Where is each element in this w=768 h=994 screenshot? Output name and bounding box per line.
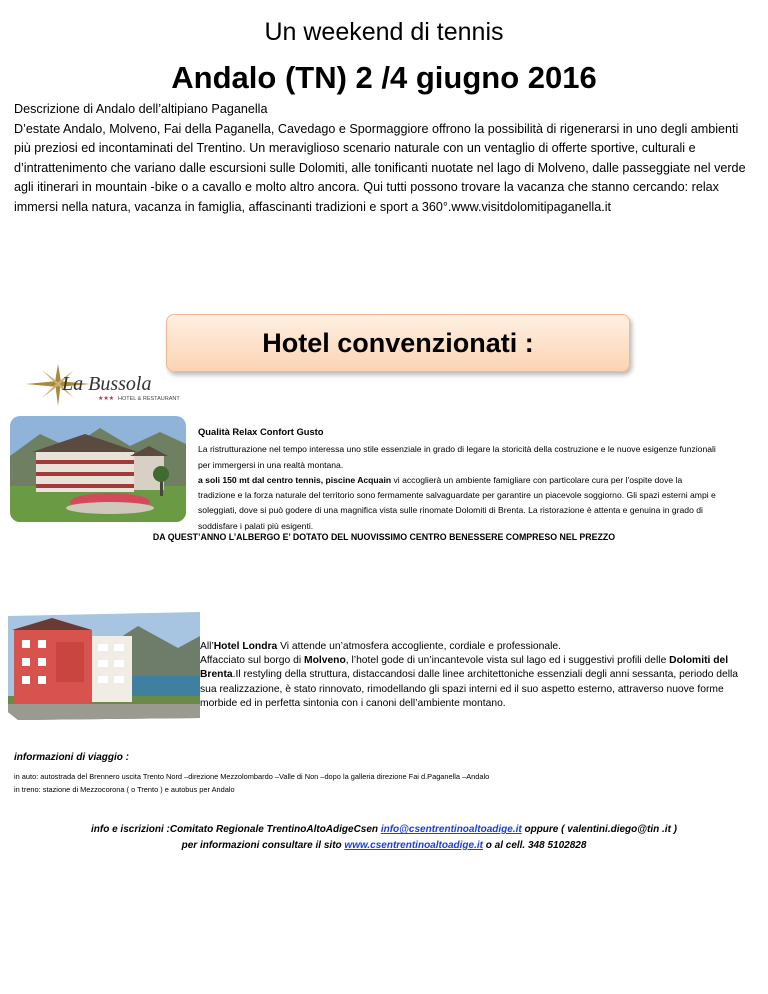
hotel-londra-place: Molveno — [304, 655, 346, 667]
travel-by-car: in auto: autostrada del Brennero uscita Trento Nord –direzione Mezzolombardo –Valle di Non –dopo la galleria direzione Fai d.Paganella –Andalo — [14, 772, 490, 781]
header-subtitle: Andalo (TN) 2 /4 giugno 2016 — [171, 60, 597, 95]
hotel-londra-text-1: All’ — [200, 641, 214, 652]
travel-info — [14, 752, 754, 797]
hotel-londra-photo — [8, 612, 200, 720]
hotel-bussola-paragraph-2 — [198, 473, 718, 534]
logo-name: La Bussola — [62, 373, 152, 395]
travel-info-title: informazioni di viaggio : — [14, 752, 129, 763]
footer-line-2 — [0, 838, 768, 854]
footer-info-label: info e iscrizioni :Comitato Regionale TrentinoAltoAdigeCsen — [90, 824, 381, 835]
hotel-bussola-paragraph-2-text: vi accoglierà un ambiente famigliare con particolare cura per l'ospite dove la tradizione e la forza naturale del territorio sono fermamente salvaguardate per garantire un piacevole soggiorno. Gli spazi esterni ampi e soleggiati, dove si può godere di una magnifica vista sulle rinomate Dolomiti di Brenta. La ristorazione è attenta e genuina in grado di soddisfare i palati più esigenti. — [198, 474, 716, 531]
hotel-londra-paragraph-1 — [200, 640, 740, 654]
hotel-bussola-paragraph-1: La ristrutturazione nel tempo interessa uno stile essenziale in grado di legare la storicità della costruzione e le nuove esigenze funzionali per immergersi in una realtà montana. — [198, 444, 716, 470]
email-link[interactable]: info@csentrentinoaltoadige.it — [380, 824, 522, 835]
description-body: D’estate Andalo, Molveno, Fai della Paganella, Cavedago e Spormaggiore offrono la possibilità di rigenerarsi in uno degli ambienti più preziosi ed incontaminati del Trentino. Un meraviglioso scenario naturale con un ventaglio di offerte sportive, culturali e d’intrattenimento che variano dalle escursioni sulle Dolomiti, alle tonificanti nuotate nel lago di Molveno, dalle passeggiate nel verde agli itinerari in mountain -bike o a cavallo e molto altro ancora. Qui tutti possono trovare la vacanza che stanno cercando: relax immersi nella natura, vacanza in famiglia, affascinanti tradizioni e sport a 360°.www.visitdolomitipaganella.it — [14, 121, 746, 214]
hotel-banner-label: Hotel convenzionati : — [262, 328, 534, 358]
footer — [0, 822, 768, 854]
hotel-londra-text-5: .Il restyling della struttura, distaccandosi dalle linee architettoniche essenziali degli anni sessanta, periodo della sua realizzazione, è stato rinnovato, rimodellando gli spazi interni ed il suo aspetto esterno, attraverso nuove forme morbide ed in perfetta sintonia con i canoni dell’ambiente montano. — [200, 669, 739, 709]
hotel-bussola-photo — [10, 416, 186, 522]
hotel-londra-dolomites: Dolomiti del Brenta — [200, 655, 729, 681]
hotel-bussola-description — [198, 424, 718, 534]
hotel-bussola-heading: Qualità Relax Confort Gusto — [198, 426, 324, 437]
hotel-londra-text-4: , l’hotel gode di un’incantevole vista sul lago ed i suggestivi profili delle — [345, 655, 670, 667]
hotel-londra-description — [200, 640, 740, 711]
hotel-bussola-distance: a soli 150 mt dal centro tennis, piscine Acquain — [198, 474, 392, 485]
la-bussola-logo — [22, 362, 222, 408]
logo-stars: ★★★ — [98, 396, 115, 402]
website-link[interactable]: www.csentrentinoaltoadige.it — [344, 840, 483, 851]
footer-phone: o al cell. 348 5102828 — [482, 840, 587, 851]
hotel-londra-text-3: Affacciato sul borgo di — [200, 655, 304, 667]
footer-alt-email: oppure ( valentini.diego@tin .it ) — [521, 824, 678, 835]
footer-line-1 — [0, 822, 768, 838]
description-heading: Descrizione di Andalo dell’altipiano Paganella — [14, 102, 268, 116]
hotel-londra-name: Hotel Londra — [213, 641, 278, 652]
travel-by-train: in treno: stazione di Mezzocorona ( o Trento ) e autobus per Andalo — [14, 784, 235, 794]
description-section — [14, 100, 752, 217]
logo-subtitle: HOTEL & RESTAURANT — [118, 396, 180, 402]
hotel-londra-paragraph-2 — [200, 654, 740, 711]
hotel-banner — [166, 314, 630, 372]
wellness-notice: DA QUEST’ANNO L’ALBERGO E’ DOTATO DEL NUOVISSIMO CENTRO BENESSERE COMPRESO NEL PREZZO — [152, 532, 616, 542]
hotel-londra-text-2: Vi attende un’atmosfera accogliente, cordiale e professionale. — [277, 641, 561, 652]
footer-site-label: per informazioni consultare il sito — [181, 840, 345, 851]
header-title: Un weekend di tennis — [264, 18, 504, 46]
